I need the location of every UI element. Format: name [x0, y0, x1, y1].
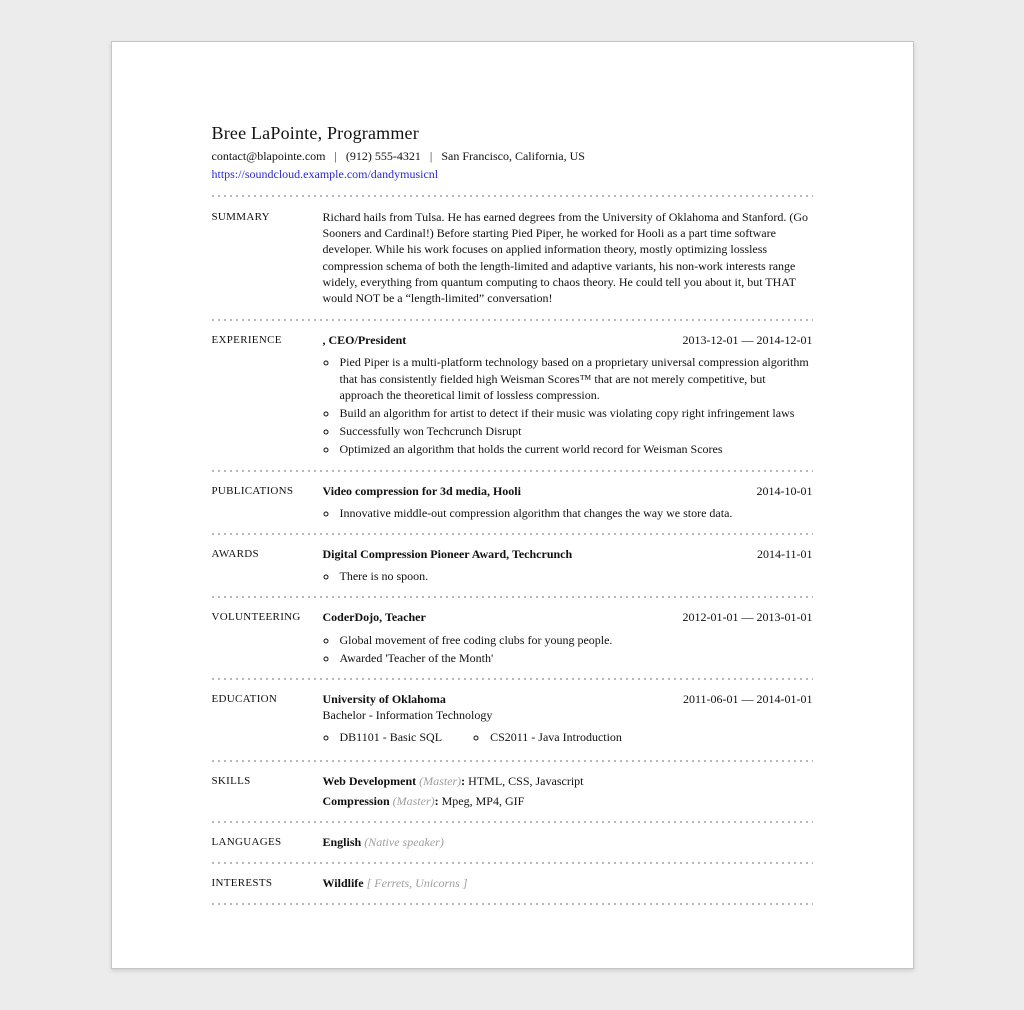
section-summary [212, 197, 813, 319]
skill-level: (Master) [392, 793, 435, 808]
volunteering-dates: 2012-01-01 — 2013-01-01 [682, 610, 813, 625]
education-dates: 2011-06-01 — 2014-01-01 [682, 692, 813, 707]
experience-bullet: ◦ Successfully won Techcrunch Disrupt [338, 423, 813, 439]
experience-bullet-list [323, 354, 813, 457]
education-course-list [323, 729, 813, 747]
award-bullet-list [323, 568, 813, 584]
language-fluency: (Native speaker) [364, 835, 444, 850]
experience-entry-head [323, 332, 813, 348]
section-label-interests: INTERESTS [211, 877, 273, 890]
skill-name: Compression [322, 793, 390, 808]
skill-level: (Master) [419, 773, 462, 788]
publication-bullet: ◦ Innovative middle-out compression algorithm that changes the way we store data. [338, 505, 813, 521]
skill-colon: : [461, 773, 466, 788]
skill-keywords: Mpeg, MP4, GIF [441, 793, 525, 808]
education-school: University of Oklahoma [322, 692, 446, 707]
experience-title: , CEO/President [322, 333, 407, 348]
award-entry-head [323, 546, 813, 562]
section-label-summary: SUMMARY [211, 211, 270, 223]
experience-dates: 2013-12-01 — 2014-12-01 [682, 333, 813, 348]
contact-location: San Francisco, California, US [441, 149, 585, 163]
volunteering-bullet: ◦ Global movement of free coding clubs for young people. [338, 632, 813, 648]
volunteering-bullet-list [323, 632, 813, 666]
section-label-languages: LANGUAGES [211, 836, 282, 849]
education-degree: Bachelor - Information Technology [322, 708, 493, 723]
experience-bullet: ◦ Build an algorithm for artist to detect if their music was violating copy right infringement laws [338, 405, 813, 421]
interest-name: Wildlife [322, 876, 364, 891]
section-awards [212, 535, 813, 596]
publication-entry-head [323, 483, 813, 499]
skill-keywords: HTML, CSS, Javascript [468, 773, 584, 788]
volunteering-title: CoderDojo, Teacher [322, 610, 426, 625]
publication-date: 2014-10-01 [756, 483, 813, 498]
resume-header [212, 122, 813, 195]
section-education [212, 680, 813, 760]
award-date: 2014-11-01 [756, 547, 813, 562]
contact-email: contact@blapointe.com [211, 149, 326, 163]
language-name: English [322, 835, 362, 850]
interest-keywords: [ Ferrets, Unicorns ] [366, 876, 468, 891]
skill-colon: : [434, 793, 439, 808]
contact-separator: | [429, 149, 433, 163]
section-label-publications: PUBLICATIONS [211, 484, 294, 497]
section-experience [212, 321, 813, 469]
summary-text: Richard hails from Tulsa. He has earned degrees from the University of Oklahoma and Stanford. (Go Sooners and Cardinal!) Before starting Pied Piper, he worked for Hooli as a part time software developer. While his work focuses on applied information theory, mostly optimizing lossless compression schema of both the length-limited and adaptive variants, his non-work interests range widely, everything from quantum computing to chaos theory. He could tell you about it, but THAT would NOT be a “length-limited” conversation! [322, 210, 809, 306]
section-volunteering [212, 598, 813, 678]
section-label-education: EDUCATION [211, 693, 278, 706]
language-item [323, 834, 813, 850]
candidate-name: Bree LaPointe, Programmer [211, 123, 419, 143]
section-label-skills: SKILLS [211, 774, 251, 787]
section-publications [212, 472, 813, 533]
publication-title: Video compression for 3d media, Hooli [322, 483, 521, 498]
section-interests [212, 864, 813, 903]
section-skills [212, 762, 813, 821]
experience-bullet: ◦ Optimized an algorithm that holds the current world record for Weisman Scores [338, 441, 813, 457]
award-title: Digital Compression Pioneer Award, Techcrunch [322, 547, 573, 562]
education-course: ◦ DB1101 - Basic SQL [338, 729, 443, 745]
profile-url-link[interactable]: https://soundcloud.example.com/dandymusicnl [211, 167, 439, 181]
volunteering-bullet: ◦ Awarded 'Teacher of the Month' [338, 650, 813, 666]
education-entry-head [323, 691, 813, 707]
skill-item [323, 793, 813, 809]
section-label-awards: AWARDS [211, 548, 259, 561]
section-label-experience: EXPERIENCE [211, 334, 282, 347]
education-course: ◦ CS2011 - Java Introduction [488, 729, 622, 747]
contact-phone: (912) 555-4321 [345, 149, 421, 163]
section-languages [212, 823, 813, 862]
interest-item [323, 875, 813, 891]
section-label-volunteering: VOLUNTEERING [211, 611, 301, 624]
award-bullet: ◦ There is no spoon. [338, 568, 813, 584]
contact-line [212, 148, 813, 164]
publication-bullet-list [323, 505, 813, 521]
section-divider [212, 903, 813, 905]
contact-separator: | [334, 149, 337, 163]
resume-page [111, 41, 914, 969]
skill-item [323, 773, 813, 789]
volunteering-entry-head [323, 609, 813, 625]
skill-name: Web Development [322, 773, 417, 788]
experience-bullet: ◦ Pied Piper is a multi-platform technology based on a proprietary universal compression algorithm that has consistently fielded high Weisman Scores™ that are not merely competitive, but approach the theoretical limit of lossless compression. [338, 354, 813, 403]
